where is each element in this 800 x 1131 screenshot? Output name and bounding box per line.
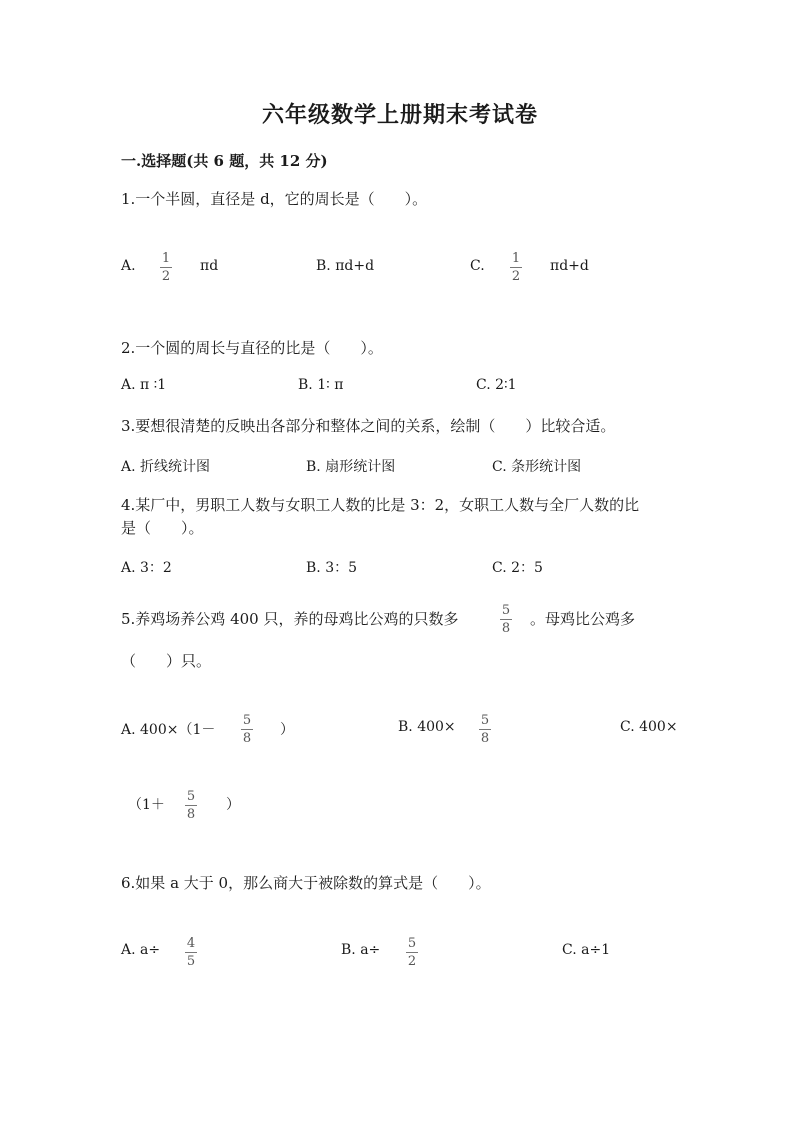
question-6-stem: 6.如果 a 大于 0，那么商大于被除数的算式是（ ）。 [121, 874, 491, 892]
fraction-numerator: 1 [511, 251, 521, 266]
question-5-option-b-text[interactable]: B. 400× [398, 719, 456, 735]
question-2-option-c[interactable]: C. 2∶1 [476, 377, 517, 393]
question-4-option-b[interactable]: B. 3：5 [306, 560, 358, 576]
fraction-numerator: 5 [480, 713, 490, 728]
question-1-option-a-text: πd [200, 258, 219, 274]
section-heading: 一.选择题(共 6 题，共 12 分) [121, 152, 328, 170]
fraction-numerator: 5 [186, 789, 196, 804]
fraction-numerator: 1 [161, 251, 171, 266]
question-4-option-a[interactable]: A. 3：2 [121, 560, 172, 576]
question-5-option-c-continued: （1＋ [128, 797, 165, 813]
fraction-denominator: 8 [501, 621, 511, 636]
question-6-option-b-text[interactable]: B. a÷ [341, 942, 381, 958]
question-5-option-b-fraction [479, 713, 491, 746]
question-5-option-c-text[interactable]: C. 400× [620, 719, 678, 735]
question-4-stem-line-1: 4.某厂中，男职工人数与女职工人数的比是 3：2，女职工人数与全厂人数的比 [121, 496, 640, 514]
fraction-bar [510, 267, 522, 268]
question-5-stem-fraction [500, 603, 512, 636]
question-2-stem: 2.一个圆的周长与直径的比是（ ）。 [121, 339, 383, 357]
question-2-option-a[interactable]: A. π ∶1 [121, 377, 167, 393]
fraction-numerator: 4 [186, 936, 196, 951]
question-1-option-c-fraction [510, 251, 522, 284]
fraction-denominator: 8 [186, 807, 196, 822]
question-1-option-a-label[interactable]: A. [121, 258, 136, 274]
question-3-stem: 3.要想很清楚的反映出各部分和整体之间的关系，绘制（ ）比较合适。 [121, 417, 616, 435]
question-6-option-b-fraction [406, 936, 418, 969]
question-1-stem: 1.一个半圆，直径是 d，它的周长是（ ）。 [121, 190, 428, 208]
question-5-option-c-fraction [185, 789, 197, 822]
fraction-bar [500, 619, 512, 620]
question-5-option-a-fraction [241, 713, 253, 746]
fraction-bar [406, 952, 418, 953]
question-2-option-b[interactable]: B. 1∶ π [298, 377, 344, 393]
question-5-option-a-close: ） [280, 722, 294, 738]
fraction-numerator: 5 [501, 603, 511, 618]
question-1-option-c-text: πd+d [550, 258, 589, 274]
fraction-denominator: 2 [511, 269, 521, 284]
question-1-option-a-fraction [160, 251, 172, 284]
question-4-option-c[interactable]: C. 2：5 [492, 560, 543, 576]
page-title: 六年级数学上册期末考试卷 [261, 102, 538, 128]
question-3-option-c[interactable]: C. 条形统计图 [492, 459, 582, 475]
fraction-bar [185, 952, 197, 953]
question-6-option-a-text[interactable]: A. a÷ [121, 942, 161, 958]
question-6-option-a-fraction [185, 936, 197, 969]
question-3-option-b[interactable]: B. 扇形统计图 [306, 459, 396, 475]
fraction-numerator: 5 [242, 713, 252, 728]
fraction-denominator: 8 [242, 731, 252, 746]
question-4-stem-line-2: 是（ ）。 [121, 519, 204, 537]
fraction-bar [160, 267, 172, 268]
question-1-option-c-label[interactable]: C. [470, 258, 485, 274]
fraction-denominator: 5 [186, 954, 196, 969]
question-6-option-c[interactable]: C. a÷1 [562, 942, 611, 958]
question-5-stem-part-2: 。母鸡比公鸡多 [530, 610, 636, 628]
question-5-stem-part-1: 5.养鸡场养公鸡 400 只，养的母鸡比公鸡的只数多 [121, 610, 459, 628]
fraction-denominator: 2 [161, 269, 171, 284]
fraction-numerator: 5 [407, 936, 417, 951]
question-5-stem-line-2: （ ）只。 [121, 652, 212, 670]
fraction-bar [479, 729, 491, 730]
question-3-option-a[interactable]: A. 折线统计图 [121, 459, 211, 475]
fraction-bar [185, 805, 197, 806]
fraction-bar [241, 729, 253, 730]
question-1-option-b[interactable]: B. πd+d [316, 258, 375, 274]
fraction-denominator: 2 [407, 954, 417, 969]
question-5-option-a-text[interactable]: A. 400×（1－ [121, 722, 216, 738]
question-5-option-c-close: ） [226, 797, 240, 813]
fraction-denominator: 8 [480, 731, 490, 746]
